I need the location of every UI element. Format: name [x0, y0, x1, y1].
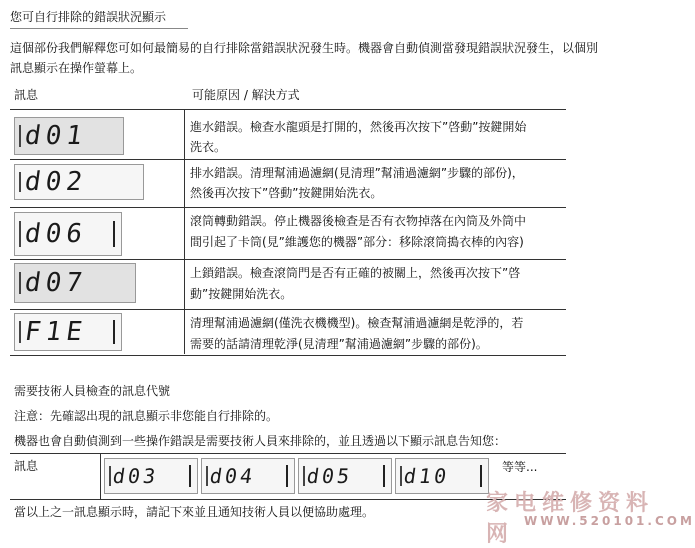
error-code: d04: [208, 464, 257, 488]
lcd-display: [201, 458, 295, 494]
row-text-line-1: 進水錯誤。檢查水龍頭是打開的，然後再次按下”啓動”按鍵開始: [190, 120, 527, 134]
lcd-display: [104, 458, 198, 494]
error-code: d01: [22, 121, 90, 151]
table-rule: [10, 109, 566, 110]
strip-top-rule: [10, 453, 566, 454]
lcd-cursor: [113, 221, 115, 248]
tech-etc-label: 等等...: [502, 460, 538, 474]
error-code: d07: [22, 268, 90, 298]
strip-divider: [100, 453, 101, 499]
lcd-display: [14, 164, 144, 200]
intro-line-2: 訊息顯示在操作螢幕上。: [10, 61, 143, 75]
watermark-url: WWW.520101.COM: [524, 514, 695, 528]
row-separator: [10, 309, 566, 310]
lcd-display: [14, 263, 136, 303]
error-code: d10: [402, 464, 451, 488]
lcd-segment-mark: [206, 466, 208, 486]
error-code: d05: [305, 464, 354, 488]
row-text-line-2: 然後再次按下”啓動”按鍵開始洗衣。: [190, 186, 383, 200]
table-bottom-rule: [10, 355, 566, 356]
title-underline: [10, 28, 188, 29]
error-code: d02: [22, 167, 90, 197]
lcd-segment-mark: [19, 272, 21, 295]
row-text-line-1: 清理幫浦過濾網(僅洗衣機機型)。檢查幫浦過濾網是乾淨的，若: [190, 316, 524, 330]
table-divider: [184, 109, 185, 354]
lcd-display: [298, 458, 392, 494]
lcd-display: [14, 313, 122, 351]
row-separator: [10, 159, 566, 160]
error-code: d03: [111, 464, 160, 488]
row-text-line-1: 上鎖錯誤。檢查滾筒門是否有正確的被關上，然後再次按下”啓: [190, 266, 521, 280]
lcd-display: [14, 212, 122, 256]
row-text-line-1: 滾筒轉動錯誤。停止機器後檢查是否有衣物掉落在內筒及外筒中: [190, 214, 527, 228]
lcd-segment-mark: [19, 221, 21, 246]
strip-bottom-rule: [10, 499, 566, 500]
lcd-display: [14, 117, 124, 155]
error-code: d06: [22, 219, 90, 249]
row-text-line-1: 排水錯誤。清理幫浦過濾網(見清理”幫浦過濾網”步驟的部份)，: [190, 166, 524, 180]
lcd-cursor: [480, 465, 482, 487]
tech-note-2: 機器也會自動偵測到一些操作錯誤是需要技術人員來排除的，並且透過以下顯示訊息告知您：: [14, 434, 507, 448]
tech-section-title: 需要技術人員檢查的訊息代號: [14, 384, 171, 398]
tech-note-1: 注意：先確認出現的訊息顯示非您能自行排除的。: [14, 409, 279, 423]
lcd-segment-mark: [19, 172, 21, 192]
lcd-cursor: [113, 320, 115, 343]
intro-line-1: 這個部份我們解釋您可如何最簡易的自行排除當錯誤狀況發生時。機器會自動偵測當發現錯誤狀況發生，以個別: [10, 41, 599, 55]
row-text-line-2: 需要的話請清理乾淨(見清理”幫浦過濾網”步驟的部份)。: [190, 337, 488, 351]
watermark-logo-text: 家电维修资料网: [486, 490, 655, 547]
row-text-line-2: 洗衣。: [190, 140, 227, 154]
table-header-cause: 可能原因 / 解決方式: [192, 88, 300, 102]
lcd-cursor: [383, 465, 385, 487]
lcd-segment-mark: [109, 466, 111, 486]
lcd-cursor: [286, 465, 288, 487]
footer-note: 當以上之一訊息顯示時，請記下來並且通知技術人員以便協助處理。: [14, 505, 375, 519]
row-text-line-2: 動”按鍵開始洗衣。: [190, 287, 293, 301]
lcd-display: [395, 458, 489, 494]
tech-message-label: 訊息: [14, 459, 39, 473]
row-separator: [10, 259, 566, 260]
lcd-segment-mark: [303, 466, 305, 486]
section-title: 您可自行排除的錯誤狀況顯示: [10, 10, 167, 24]
error-code: F1E: [22, 317, 90, 347]
lcd-cursor: [189, 465, 191, 487]
lcd-segment-mark: [400, 466, 402, 486]
lcd-segment-mark: [19, 125, 21, 147]
lcd-segment-mark: [19, 321, 21, 343]
row-separator: [10, 207, 566, 208]
row-text-line-2: 間引起了卡筒(見”維護您的機器”部分：移除滾筒搗衣棒的內容): [190, 235, 524, 249]
table-header-message: 訊息: [14, 88, 39, 102]
